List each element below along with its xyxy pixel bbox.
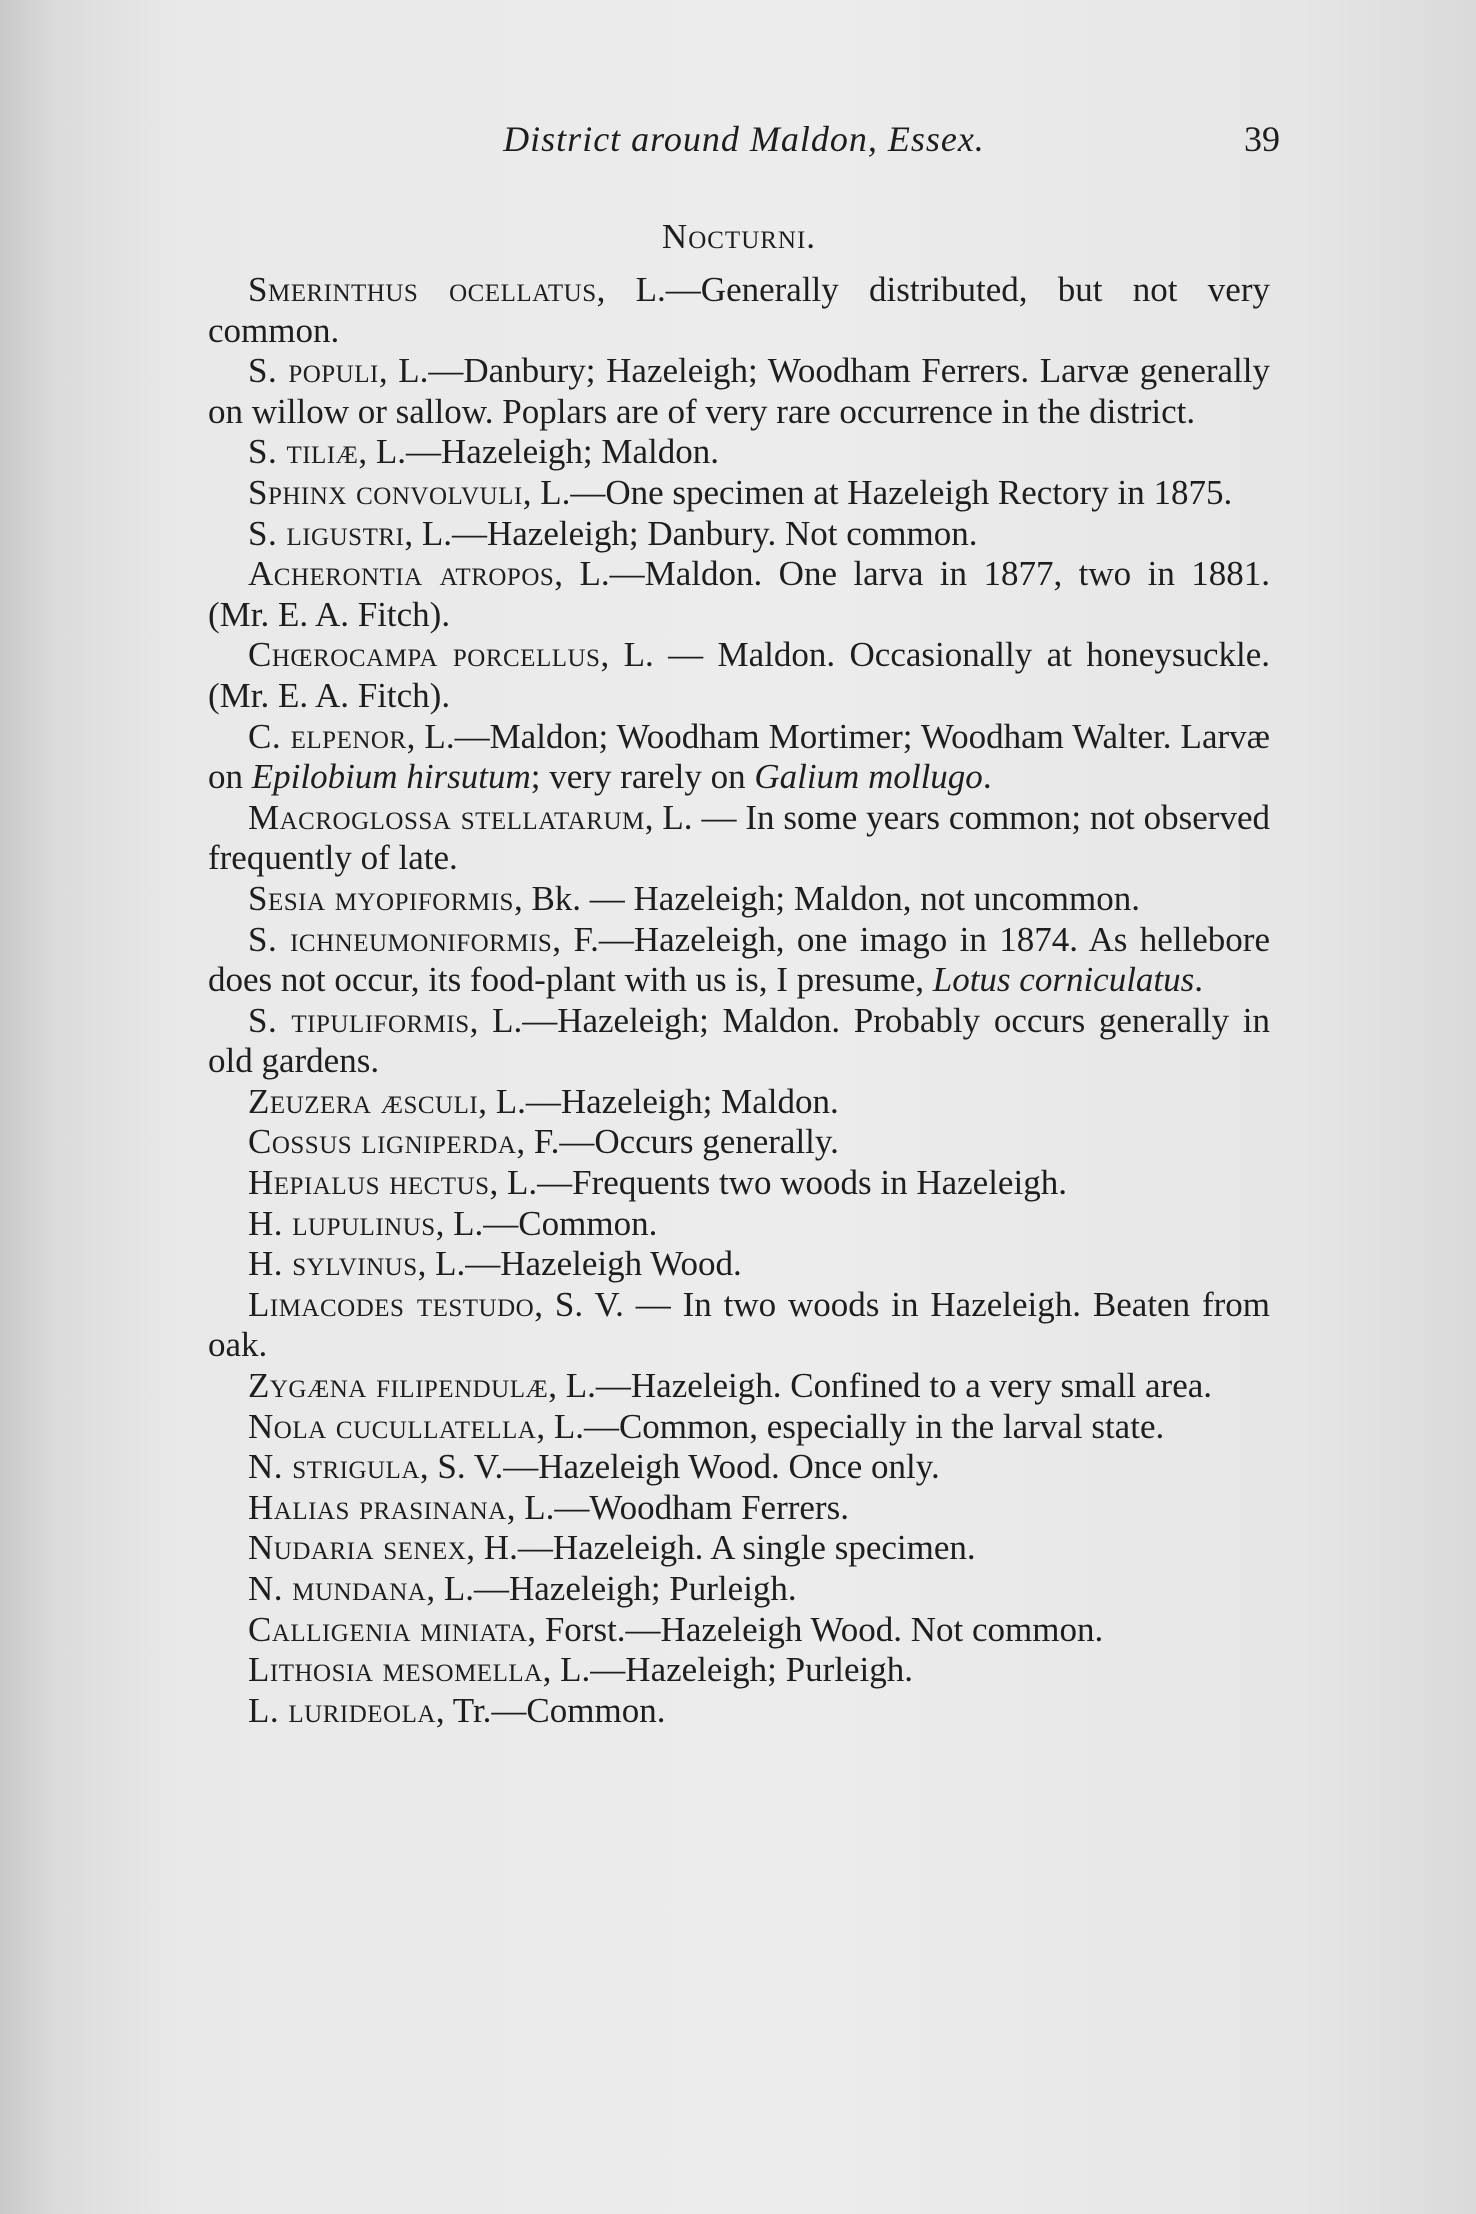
- species-name: Zeuzera æsculi: [248, 1081, 479, 1121]
- species-name: H. sylvinus: [248, 1244, 418, 1284]
- entry-text: , L.—Common.: [435, 1203, 658, 1243]
- species-entry: [208, 432, 1270, 473]
- species-entry: [208, 1163, 1270, 1204]
- species-name: Hepialus hectus: [248, 1163, 490, 1203]
- species-entry: [208, 1447, 1270, 1488]
- species-name: Nudaria senex: [248, 1528, 467, 1568]
- entry-text: , L.—Danbury; Hazeleigh; Woodham Ferrers. Larvæ generally on willow or sallow. Poplars are of very rare occurrence in the district.: [208, 351, 1270, 431]
- species-name: Sphinx convolvuli: [248, 472, 523, 512]
- page-header: [208, 118, 1280, 168]
- species-name: Sesia myopiformis: [248, 878, 514, 918]
- page-number: 39: [1244, 119, 1280, 159]
- italic-plant-name: Lotus corniculatus: [932, 960, 1195, 1000]
- entry-text: .: [1194, 960, 1204, 1000]
- entry-text: , F.—Occurs generally.: [516, 1122, 839, 1162]
- entry-text: , S. V. — In two woods in Hazeleigh. Beaten from oak.: [208, 1284, 1270, 1365]
- species-entry: [208, 351, 1270, 432]
- species-name: S. ichneumoniformis: [248, 919, 553, 959]
- species-entry: [208, 1204, 1270, 1245]
- species-name: Zygæna filipendulæ: [248, 1366, 549, 1406]
- species-entry: [208, 635, 1270, 716]
- species-entry: [208, 1569, 1270, 1610]
- species-entry: [208, 1610, 1270, 1651]
- species-name: Limacodes testudo: [248, 1284, 535, 1324]
- species-entry: [208, 514, 1270, 555]
- italic-plant-name: Epilobium hirsutum: [251, 757, 531, 797]
- species-name: Macroglossa stellatarum: [248, 797, 645, 837]
- entry-text: , L.—Hazeleigh; Danbury. Not common.: [404, 513, 978, 553]
- entry-text: , Bk. — Hazeleigh; Maldon, not uncommon.: [513, 878, 1140, 918]
- entry-text: , F.—Hazeleigh, one imago in 1874. As hellebore does not occur, its food-plant with us is, I presume,: [208, 919, 1270, 1000]
- species-entry: [208, 717, 1270, 798]
- species-entry: [208, 920, 1270, 1001]
- entry-text: , L.—Frequents two woods in Hazeleigh.: [489, 1163, 1067, 1203]
- species-entry: [208, 270, 1270, 351]
- species-entry: [208, 1528, 1270, 1569]
- entry-text: , L.—Hazeleigh; Purleigh.: [542, 1650, 913, 1690]
- species-entry: [208, 1407, 1270, 1448]
- entry-text: , L.—Hazeleigh; Maldon.: [358, 432, 719, 472]
- species-name: N. strigula: [248, 1447, 420, 1487]
- species-name: Smerinthus ocellatus: [248, 270, 597, 309]
- species-entry: [208, 473, 1270, 514]
- species-entry: [208, 1082, 1270, 1123]
- species-entry: [208, 1650, 1270, 1691]
- entry-text: , H.—Hazeleigh. A single specimen.: [466, 1528, 976, 1568]
- species-name: H. lupulinus: [248, 1203, 436, 1243]
- entry-text: , L.—Maldon. One larva in 1877, two in 1881. (Mr. E. A. Fitch).: [208, 554, 1270, 634]
- species-entry: [208, 798, 1270, 879]
- species-entry: [208, 1001, 1270, 1082]
- entry-text: .: [982, 757, 992, 797]
- running-head: District around Maldon, Essex.: [503, 119, 985, 159]
- entry-text: , S. V.—Hazeleigh Wood. Once only.: [419, 1447, 940, 1487]
- species-name: Chœrocampa porcellus: [248, 635, 601, 675]
- species-entry: [208, 1691, 1270, 1732]
- entry-text: , Forst.—Hazeleigh Wood. Not common.: [527, 1609, 1104, 1649]
- species-name: Acherontia atropos: [248, 554, 555, 594]
- species-name: N. mundana: [248, 1569, 427, 1608]
- species-entry: [208, 1488, 1270, 1529]
- section-title: Nocturni.: [661, 217, 817, 256]
- italic-plant-name: Galium mollugo: [754, 757, 983, 797]
- species-name: S. ligustri: [248, 513, 405, 553]
- species-name: Cossus ligniperda: [248, 1122, 517, 1162]
- entry-text: , L.—Common, especially in the larval state.: [536, 1406, 1165, 1446]
- species-entry: [208, 1285, 1270, 1366]
- entry-text: , L.—Hazeleigh. Confined to a very small area.: [548, 1366, 1213, 1406]
- species-name: Halias prasinana: [248, 1487, 507, 1527]
- entry-text: , Tr.—Common.: [435, 1690, 666, 1730]
- entry-text: ; very rarely on: [530, 757, 755, 797]
- entry-text: , L. — In some years common; not observed frequently of late.: [208, 797, 1270, 878]
- species-entry: [208, 1244, 1270, 1285]
- species-name: S. populi: [248, 351, 379, 391]
- entry-text: , L.—Maldon; Woodham Mortimer; Woodham Walter. Larvæ on: [208, 716, 1270, 797]
- entry-text: , L.—Hazeleigh; Maldon. Probably occurs generally in old gardens.: [208, 1000, 1270, 1081]
- species-name: L. lurideola: [248, 1690, 436, 1730]
- entry-text: , L.—Hazeleigh; Purleigh.: [426, 1569, 797, 1608]
- entry-text: , L.—Hazeleigh Wood.: [417, 1244, 742, 1284]
- entry-text: , L.—Woodham Ferrers.: [506, 1487, 849, 1527]
- species-name: Calligenia miniata: [248, 1609, 528, 1649]
- species-name: Lithosia mesomella: [248, 1650, 543, 1690]
- species-name: S. tiliæ: [248, 432, 359, 472]
- species-entry: [208, 879, 1270, 920]
- entry-text: , L. — Maldon. Occasionally at honeysuckle. (Mr. E. A. Fitch).: [208, 635, 1270, 715]
- species-name: Nola cucullatella: [248, 1406, 537, 1446]
- species-name: C. elpenor: [248, 716, 407, 756]
- species-entry: [208, 554, 1270, 635]
- body-text: [208, 212, 1270, 1731]
- species-entry: [208, 1366, 1270, 1407]
- entry-text: , L.—Generally distributed, but not very common.: [208, 270, 1270, 350]
- species-name: S. tipuliformis: [248, 1000, 470, 1040]
- entry-text: , L.—Hazeleigh; Maldon.: [478, 1081, 839, 1121]
- entry-text: , L.—One specimen at Hazeleigh Rectory in 1875.: [522, 472, 1233, 512]
- species-entry: [208, 1122, 1270, 1163]
